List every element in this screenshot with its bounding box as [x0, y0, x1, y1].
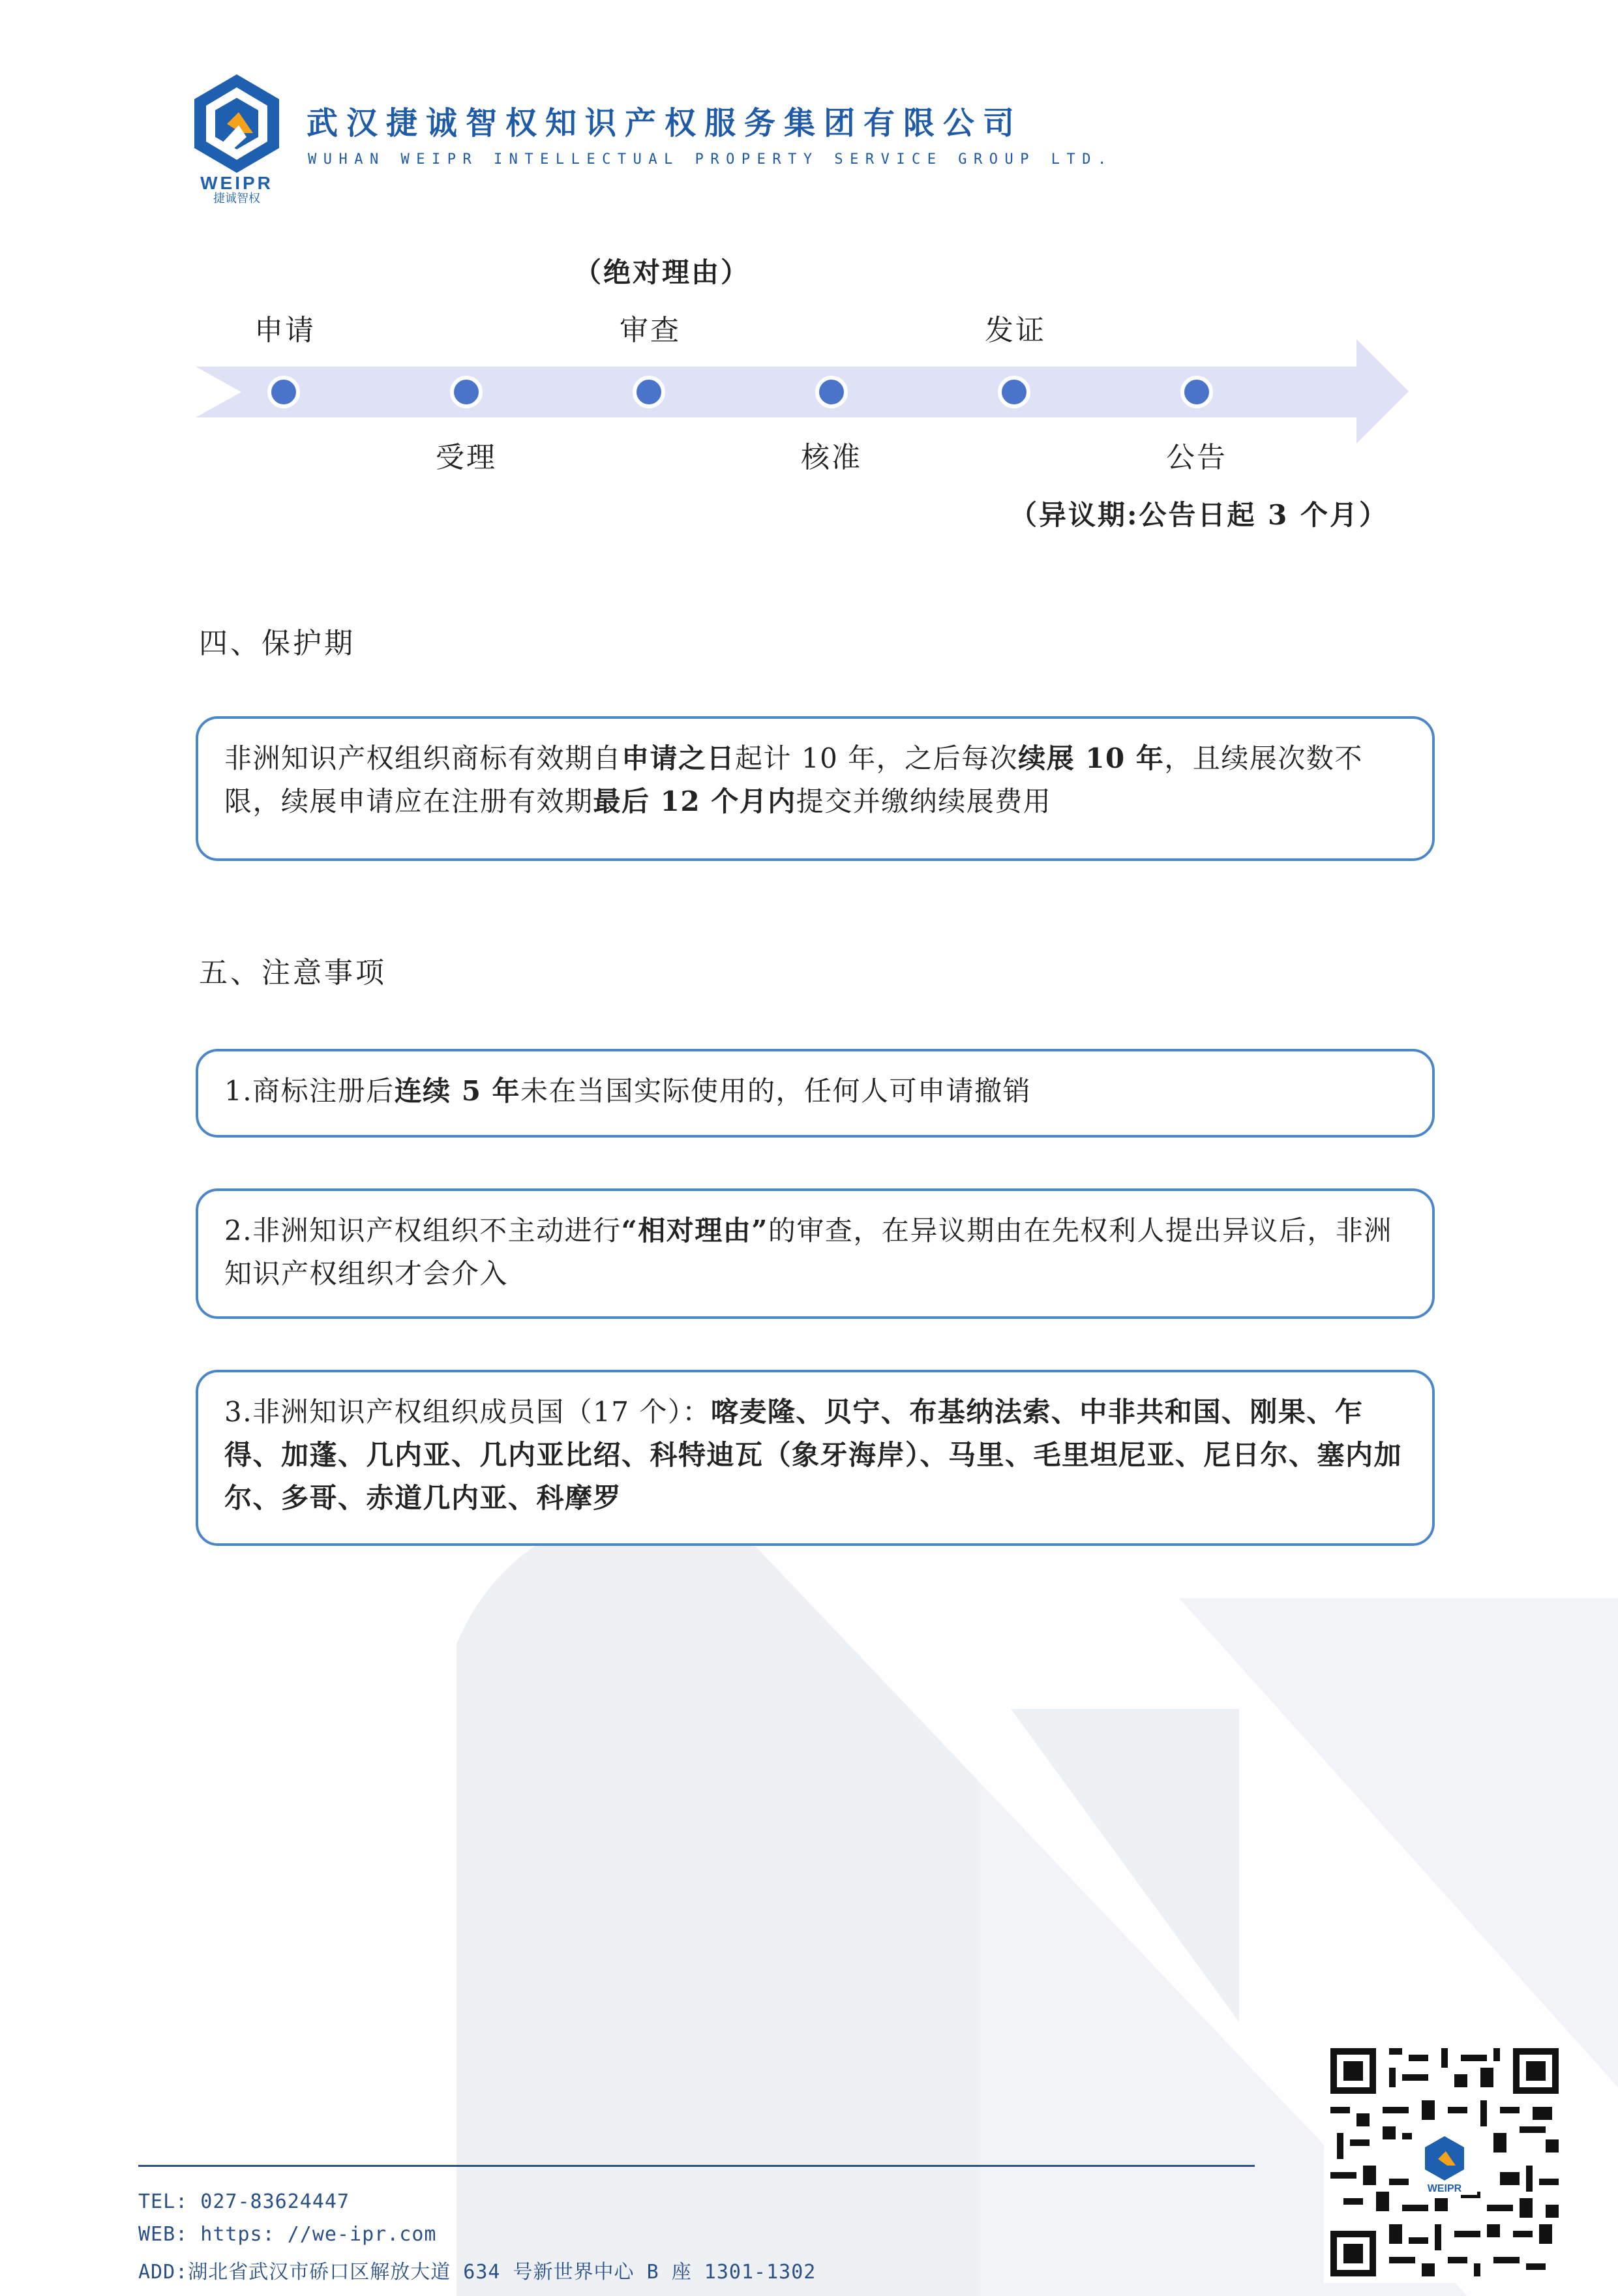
- timeline-objection-note: （异议期:公告日起 3 个月）: [1010, 499, 1388, 531]
- timeline-step-certify: 发证: [985, 314, 1046, 347]
- logo-subtext: 捷诚智权: [213, 192, 260, 204]
- section-notes-title: 五、注意事项: [199, 956, 387, 989]
- footer-tel: TEL: 027-83624447: [138, 2190, 350, 2213]
- timeline-step-accept: 受理: [436, 441, 497, 474]
- protection-text-2: 起计 10 年，之后每次: [735, 742, 1019, 774]
- qr-code: [1324, 2042, 1565, 2283]
- note1-bold-1: 连续 5 年: [394, 1075, 521, 1107]
- note1-text-1: 1.商标注册后: [224, 1075, 395, 1107]
- footer-address: ADD:湖北省武汉市硚口区解放大道 634 号新世界中心 B 座 1301-1302: [138, 2261, 816, 2284]
- protection-bold-1: 申请之日: [622, 742, 736, 774]
- protection-bold-3: 最后 12 个月内: [593, 785, 796, 817]
- note-item-2: [196, 1188, 1435, 1319]
- protection-text-1: 非洲知识产权组织商标有效期自: [224, 742, 622, 774]
- timeline-step-approve: 核准: [801, 441, 862, 474]
- note1-text-2: 未在当国实际使用的，任何人可申请撤销: [520, 1075, 1032, 1107]
- note2-bold-1: “相对理由”: [621, 1215, 768, 1246]
- protection-text-4: 提交并缴纳续展费用: [796, 785, 1052, 817]
- qr-logo-text: WEIPR: [1427, 2183, 1462, 2194]
- company-name-cn: 武汉捷诚智权知识产权服务集团有限公司: [307, 105, 1023, 142]
- company-name-en: WUHAN WEIPR INTELLECTUAL PROPERTY SERVICE GROUP LTD.: [308, 151, 1113, 168]
- timeline-dot-6: [1182, 378, 1211, 406]
- weipr-logo: [181, 73, 292, 204]
- timeline-step-examine: 审查: [620, 314, 681, 347]
- footer-web[interactable]: WEB: https: //we-ipr.com: [138, 2223, 437, 2246]
- timeline-step-apply: 申请: [254, 314, 316, 347]
- protection-text-3: ，且续展次数不限，续展申请应在注册有效期: [224, 742, 1363, 817]
- note3-member-states: 喀麦隆、贝宁、布基纳法索、中非共和国、刚果、乍得、加蓬、几内亚、几内亚比绍、科特迪瓦（象牙海岸）、马里、毛里坦尼亚、尼日尔、塞内加尔、多哥、赤道几内亚、科摩罗: [224, 1396, 1403, 1514]
- timeline-step-publish: 公告: [1166, 441, 1227, 474]
- note3-text-1: 3.非洲知识产权组织成员国（17 个）：: [224, 1396, 711, 1428]
- note-item-1: [196, 1049, 1435, 1138]
- timeline-dot-5: [1000, 378, 1028, 406]
- note-item-3: [196, 1370, 1435, 1546]
- timeline-dot-1: [269, 378, 298, 406]
- protection-period-box: [196, 716, 1435, 861]
- section-protection-title: 四、保护期: [199, 627, 355, 660]
- timeline-absolute-reason-note: （绝对理由）: [574, 256, 751, 288]
- note2-text-1: 2.非洲知识产权组织不主动进行: [224, 1215, 622, 1246]
- timeline-dot-3: [635, 378, 663, 406]
- logo-text: WEIPR: [200, 173, 273, 193]
- footer-divider: [138, 2165, 1255, 2167]
- timeline-dot-4: [817, 378, 846, 406]
- note2-text-2: 的审查，在异议期由在先权利人提出异议后，非洲知识产权组织才会介入: [224, 1215, 1392, 1290]
- protection-bold-2: 续展 10 年: [1018, 742, 1165, 774]
- timeline-dot-2: [452, 378, 481, 406]
